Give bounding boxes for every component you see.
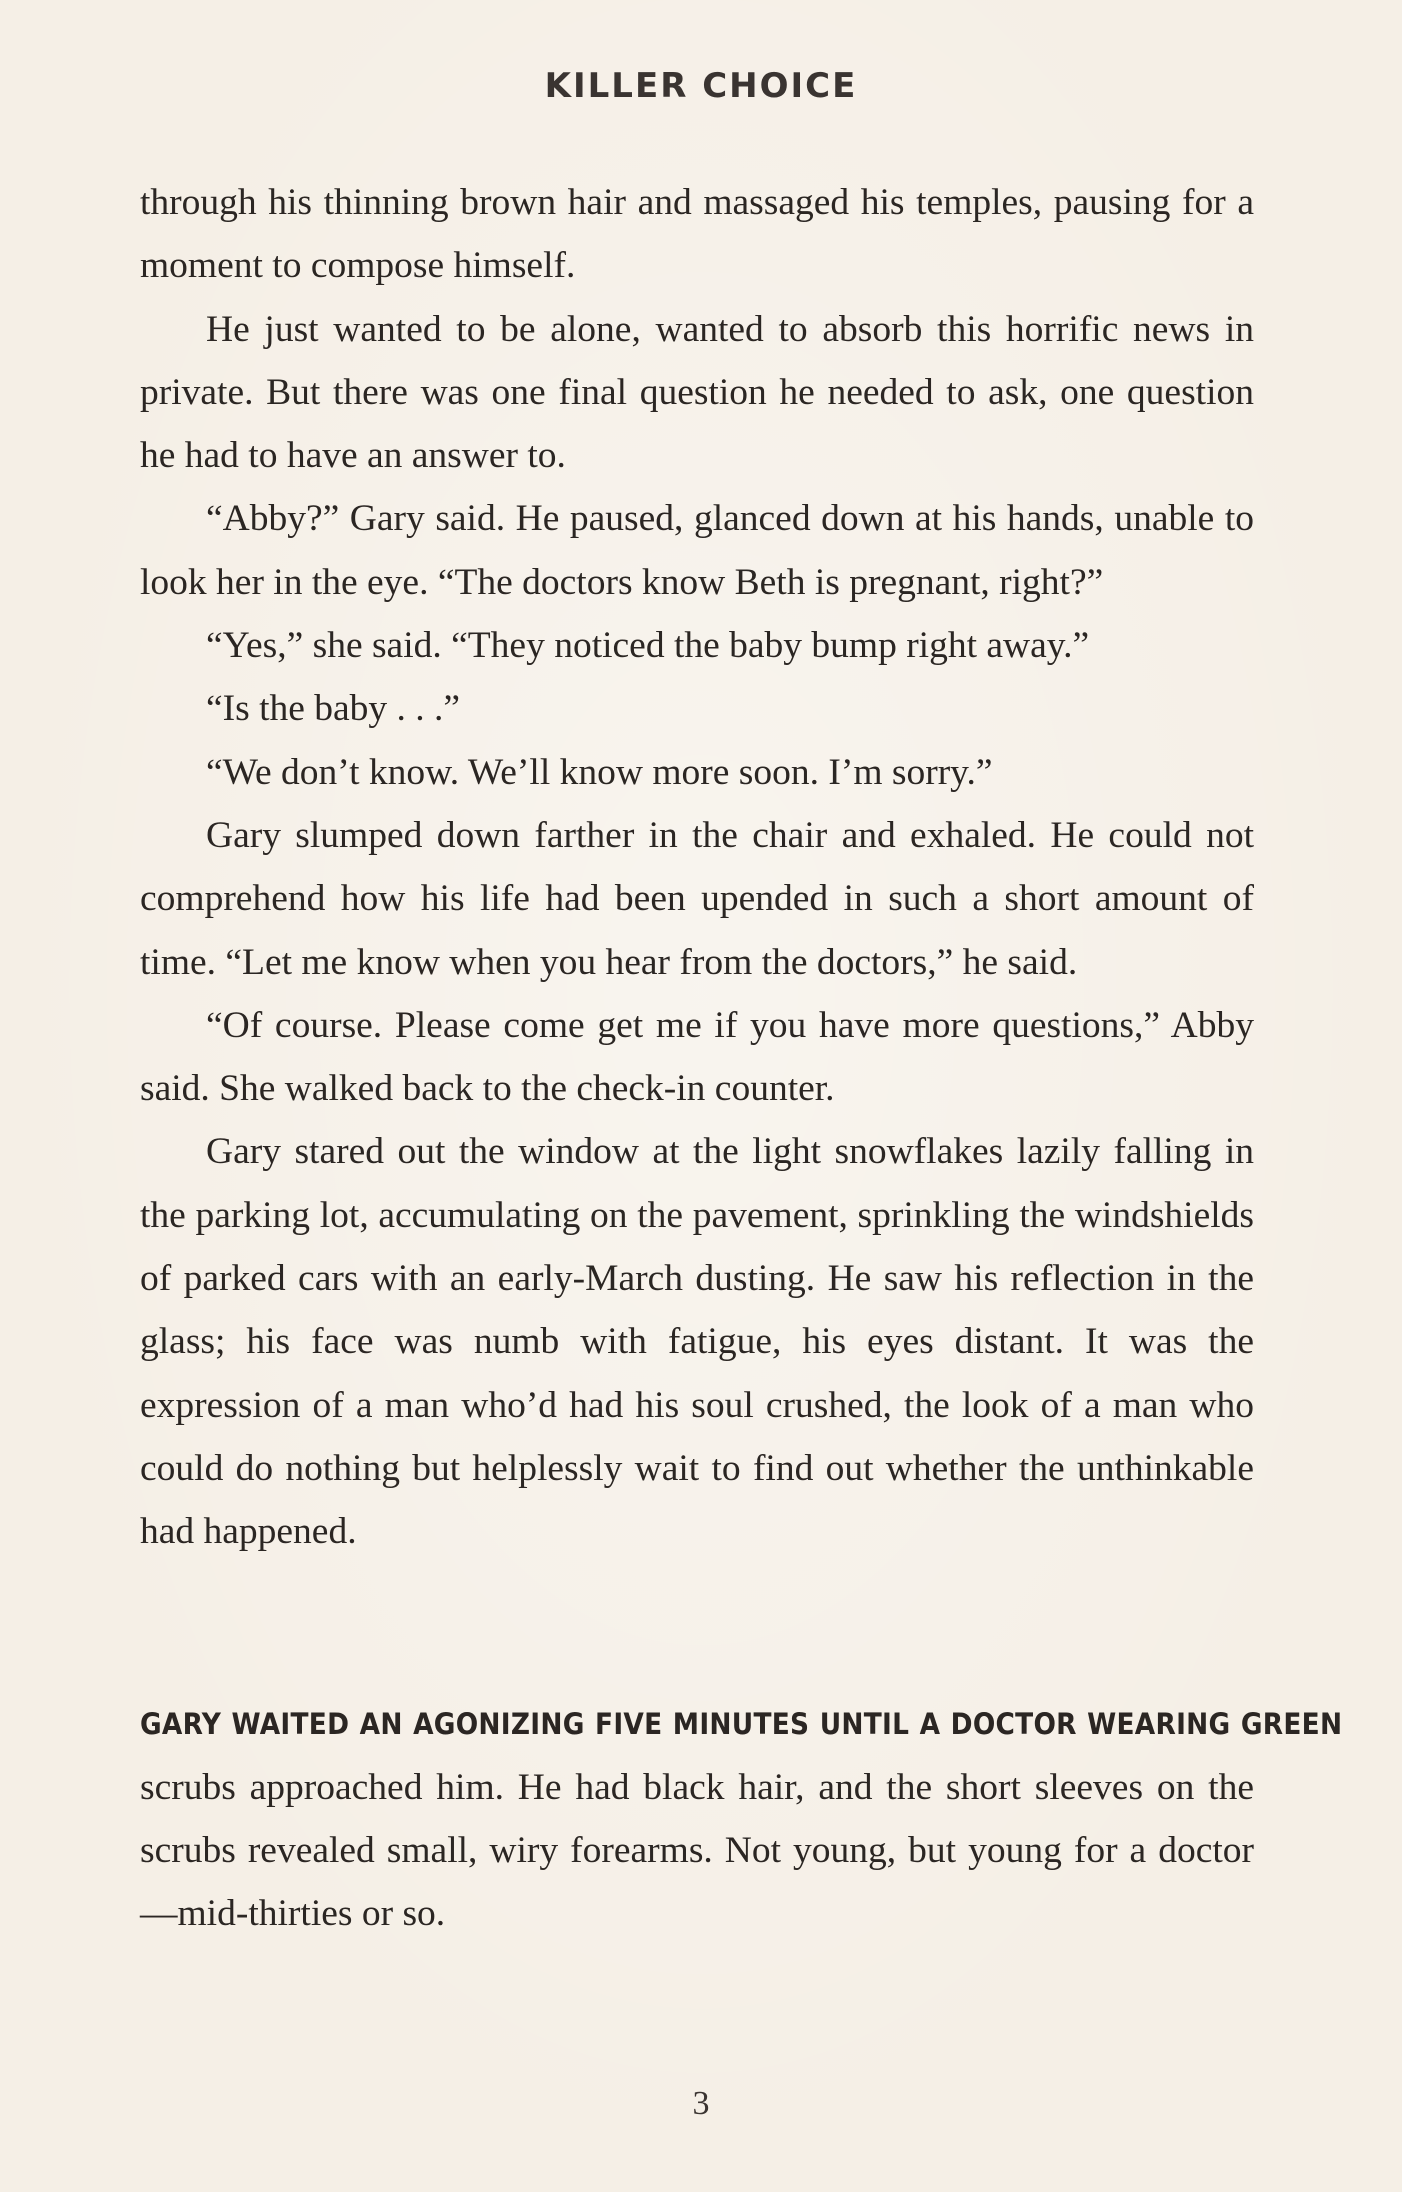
paragraph: “Is the baby . . .” xyxy=(206,688,461,730)
paragraph: “Yes,” she said. “They noticed the baby bump right away.” xyxy=(206,625,1090,667)
section-lead-in: GARY WAITED AN AGONIZING FIVE MINUTES UNTIL A DOCTOR WEARING GREEN xyxy=(140,1706,1343,1741)
paragraph: “Of course. Please come get me if you have more questions,” Abby said. She walked back to the check-in counter. xyxy=(140,1004,1254,1110)
running-head: KILLER CHOICE xyxy=(544,66,858,106)
body-text xyxy=(140,171,1343,1946)
paragraph: “We don’t know. We’ll know more soon. I’m sorry.” xyxy=(206,751,993,793)
page-number: 3 xyxy=(692,2085,710,2122)
paragraph: He just wanted to be alone, wanted to absorb this horrific news in private. But there was one final question he needed to ask, one question he had to have an answer to. xyxy=(140,308,1254,477)
paragraph: Gary stared out the window at the light snowflakes lazily falling in the parking lot, accumulating on the pavement, sprinkling the windshields of parked cars with an early-March dusting. He saw his reflection in the glass; his face was numb with fatigue, his eyes distant. It was the expression of a man who’d had his soul crushed, the look of a man who could do nothing but helplessly wait to find out whether the unthinkable had happened. xyxy=(140,1131,1254,1553)
paragraph: “Abby?” Gary said. He paused, glanced down at his hands, unable to look her in the eye. “The doctors know Beth is pregnant, right?” xyxy=(140,498,1254,603)
section-lead-in-line xyxy=(140,1691,1343,1756)
section-break xyxy=(140,1564,1254,1691)
paragraph-continued: through his thinning brown hair and massaged his temples, pausing for a moment to compose himself. xyxy=(140,182,1254,287)
paragraph: Gary slumped down farther in the chair and exhaled. He could not comprehend how his life had been upended in such a short amount of time. “Let me know when you hear from the doctors,” he said. xyxy=(140,814,1254,983)
paragraph-section-two: scrubs approached him. He had black hair, and the short sleeves on the scrubs revealed small, wiry forearms. Not young, but young for a doctor—mid-thirties or so. xyxy=(140,1766,1254,1935)
